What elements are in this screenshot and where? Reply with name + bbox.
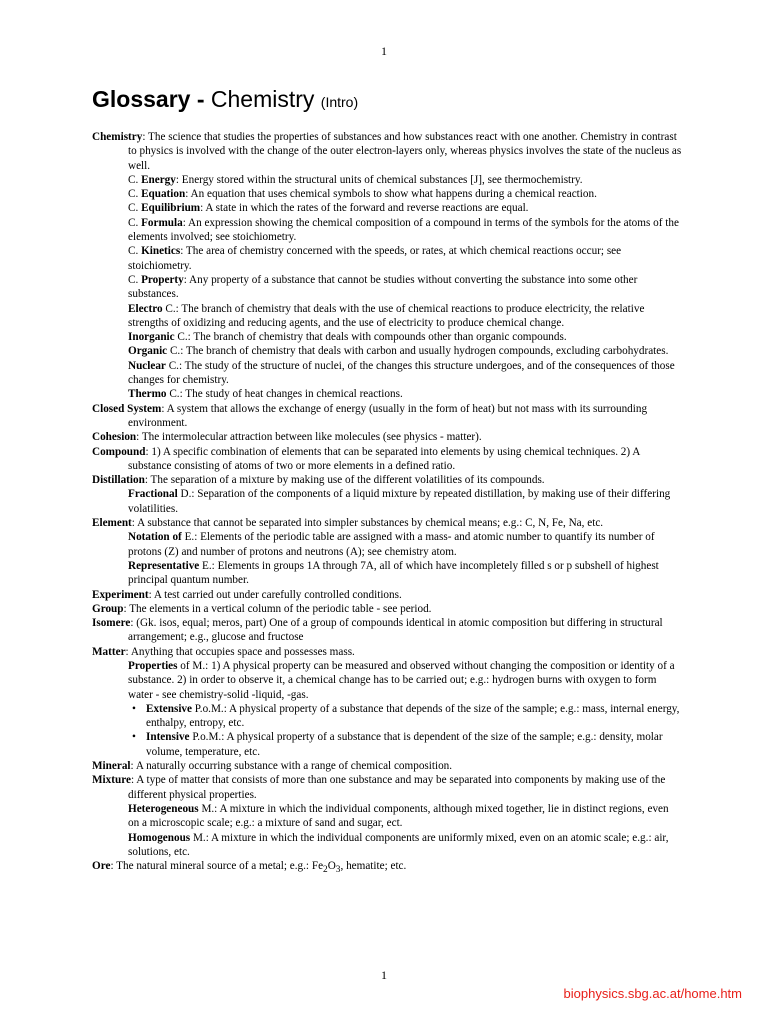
- glossary-entry: [92, 859, 682, 878]
- glossary-subentry: [92, 216, 682, 245]
- subentry-prefix: C.: [128, 188, 142, 201]
- glossary-subentry: [92, 659, 682, 702]
- glossary-term: Ore: [92, 860, 111, 873]
- title-prefix: Glossary -: [92, 86, 211, 112]
- chemical-formula: $Fe_2O_3$: [311, 860, 341, 876]
- subentry-definition: : The area of chemistry concerned with the speeds, or rates, at which chemical reactions occur; see stoichiometry.: [128, 245, 622, 272]
- glossary-entry: [92, 645, 682, 659]
- glossary-subentry: [92, 831, 682, 860]
- glossary-bullet-item: [92, 730, 682, 759]
- page-number-bottom: 1: [381, 968, 387, 982]
- glossary-term: Group: [92, 602, 124, 615]
- bullet-definition: P.o.M.: A physical property of a substance that depends of the size of the sample; e.g.: mass, internal energy, enthalpy, entropy, etc.: [146, 702, 680, 730]
- subentry-definition: C.: The study of heat changes in chemical reactions.: [166, 388, 403, 401]
- subentry-definition: : Any property of a substance that cannot be studies without converting the substance into some other substances.: [128, 273, 638, 301]
- title-qualifier: (Intro): [320, 94, 359, 110]
- glossary-term: Mineral: [92, 760, 131, 773]
- glossary-subentry: [92, 387, 682, 401]
- bullet-dot-icon: •: [132, 731, 136, 744]
- glossary-entry: [92, 516, 682, 530]
- glossary-definition: : A system that allows the exchange of energy (usually in the form of heat) but not mass with its surrounding environment.: [128, 402, 648, 429]
- glossary-definition: : The science that studies the properties of substances and how substances react with one another. Chemistry in contrast to physics is involved with the change of the outer electron-layers only, whereas physics involves the state of the nucleus as well.: [128, 131, 682, 172]
- subentry-term: Energy: [141, 173, 176, 186]
- glossary-subentry: [92, 802, 682, 831]
- glossary-term: Matter: [92, 645, 126, 658]
- glossary-subentry: [92, 173, 682, 187]
- subentry-prefix: C.: [128, 202, 142, 215]
- subentry-term: Thermo: [128, 388, 167, 401]
- footer-url[interactable]: biophysics.sbg.ac.at/home.htm: [563, 986, 742, 1001]
- glossary-term: Mixture: [92, 774, 131, 787]
- subentry-term: Properties: [128, 659, 178, 672]
- glossary-subentry: [92, 344, 682, 358]
- subentry-term: Inorganic: [128, 331, 175, 344]
- subentry-term: Equilibrium: [141, 202, 201, 215]
- bullet-definition: P.o.M.: A physical property of a substance that is dependent of the size of the sample; e.g.: density, molar volume, temperature, etc.: [146, 731, 663, 758]
- glossary-term: Experiment: [92, 588, 149, 601]
- glossary-definition: : The intermolecular attraction between like molecules (see physics - matter).: [136, 431, 482, 444]
- glossary-entry: [92, 430, 682, 444]
- subentry-definition: M.: A mixture in which the individual components are uniformly mixed, even on an atomic scale; e.g.: air, solutions, etc.: [128, 831, 669, 858]
- glossary-definition: : A naturally occurring substance with a range of chemical composition.: [130, 760, 453, 773]
- glossary-subentry: [92, 273, 682, 302]
- glossary-subentry: [92, 559, 682, 588]
- subentry-definition: M.: A mixture in which the individual components, although mixed together, lie in distinct regions, even on a microscopic scale; e.g.: a mixture of sand and sugar, ect.: [128, 802, 669, 830]
- glossary-entry: [92, 773, 682, 802]
- glossary-entry: [92, 759, 682, 773]
- glossary-definition: : 1) A specific combination of elements that can be separated into elements by using chemical techniques. 2) A substance consisting of atoms of two or more elements in a defined ratio.: [128, 445, 640, 472]
- title-main: Chemistry: [210, 86, 321, 112]
- subentry-prefix: C.: [128, 245, 142, 258]
- subentry-term: Equation: [141, 188, 186, 201]
- glossary-definition: : A test carried out under carefully controlled conditions.: [148, 588, 402, 601]
- glossary-definition: : The elements in a vertical column of the periodic table - see period.: [123, 602, 432, 615]
- glossary-bullet-item: [92, 702, 682, 731]
- subentry-definition: : A state in which the rates of the forward and reverse reactions are equal.: [200, 202, 529, 215]
- glossary-definition: : The natural mineral source of a metal; e.g.: $Fe_2O_3$, hematite; etc.: [110, 860, 407, 876]
- subentry-definition: of M.: 1) A physical property can be measured and observed without changing the composition or identity of a substance. 2) in order to observe it, a chemical change has to be carried out; e.g.: hydrogen burns with oxygen to form water - see chemistry-solid -liquid, -gas.: [128, 659, 675, 701]
- glossary-definition: : A type of matter that consists of more than one substance and may be separated into components by making use of the different physical properties.: [128, 774, 666, 801]
- subentry-definition: C.: The branch of chemistry that deals with compounds other than organic compounds.: [174, 331, 567, 344]
- subentry-definition: E.: Elements of the periodic table are assigned with a mass- and atomic number to quantify its number of protons (Z) and number of protons and neutrons (A); see chemistry atom.: [128, 531, 655, 558]
- subentry-term: Property: [141, 273, 184, 286]
- glossary-term: Element: [92, 517, 132, 530]
- glossary-term: Distillation: [92, 474, 145, 487]
- glossary-term: Compound: [92, 445, 146, 458]
- glossary-subentry: [92, 530, 682, 559]
- glossary-definition: : The separation of a mixture by making use of the different volatilities of its compounds.: [144, 474, 545, 487]
- subentry-prefix: C.: [128, 273, 142, 286]
- subentry-term: Nuclear: [128, 359, 166, 372]
- subentry-term: Organic: [128, 345, 168, 358]
- subentry-definition: : An equation that uses chemical symbols to show what happens during a chemical reaction.: [185, 188, 597, 201]
- bullet-dot-icon: •: [132, 702, 136, 715]
- glossary-entry: [92, 402, 682, 431]
- subentry-definition: C.: The branch of chemistry that deals with carbon and usually hydrogen compounds, excluding carbohydrates.: [167, 345, 669, 358]
- glossary-entry: [92, 616, 682, 645]
- subentry-definition: D.: Separation of the components of a liquid mixture by repeated distillation, by making use of their differing volatilities.: [128, 488, 671, 515]
- page-number-top: 1: [381, 44, 387, 58]
- subentry-prefix: C.: [128, 216, 142, 229]
- subentry-term: Fractional: [128, 488, 178, 501]
- subentry-definition: E.: Elements in groups 1A through 7A, all of which have incompletely filled s or p subshell of highest principal quantum number.: [128, 559, 659, 587]
- subentry-term: Electro: [128, 302, 163, 315]
- subentry-term: Homogenous: [128, 831, 191, 844]
- subentry-definition: : Energy stored within the structural units of chemical substances [J], see thermochemistry.: [175, 173, 583, 186]
- glossary-subentry: [92, 187, 682, 201]
- subentry-definition: : An expression showing the chemical composition of a compound in terms of the symbols for the atoms of the elements involved; see stoichiometry.: [128, 216, 679, 244]
- glossary-definition: : Anything that occupies space and possesses mass.: [125, 645, 355, 658]
- glossary-definition: : A substance that cannot be separated into simpler substances by chemical means; e.g.: C, N, Fe, Na, etc.: [131, 517, 604, 530]
- subentry-term: Notation of: [128, 531, 182, 544]
- glossary-subentry: [92, 359, 682, 388]
- glossary-term: Cohesion: [92, 431, 137, 444]
- subentry-term: Formula: [141, 216, 183, 229]
- glossary-definition: : (Gk. isos, equal; meros, part) One of a group of compounds identical in atomic composition but differing in structural arrangement; e.g., glucose and fructose: [128, 617, 663, 644]
- subentry-definition: C.: The branch of chemistry that deals with the use of chemical reactions to produce electricity, the relative strengths of oxidizing and reducing agents, and the use of electricity to produce chemical change.: [128, 302, 645, 329]
- bullet-term: Intensive: [146, 731, 190, 744]
- glossary-term: Chemistry: [92, 131, 143, 143]
- glossary-entry: [92, 473, 682, 487]
- glossary-term: Closed System: [92, 402, 162, 415]
- glossary-subentry: [92, 330, 682, 344]
- glossary-subentry: [92, 201, 682, 215]
- subentry-definition: C.: The study of the structure of nuclei, of the changes this structure undergoes, and of the consequences of those changes for chemistry.: [128, 359, 675, 387]
- subentry-term: Representative: [128, 559, 200, 572]
- bullet-term: Extensive: [146, 702, 192, 715]
- glossary-subentry: [92, 244, 682, 273]
- glossary-entry: [92, 130, 682, 173]
- page-title: [92, 86, 358, 113]
- glossary-subentry: [92, 487, 682, 516]
- glossary-list: [92, 130, 682, 878]
- glossary-entry: [92, 588, 682, 602]
- glossary-entry: [92, 445, 682, 474]
- glossary-subentry: [92, 302, 682, 331]
- subentry-term: Heterogeneous: [128, 802, 199, 815]
- glossary-term: Isomere: [92, 617, 131, 630]
- subentry-prefix: C.: [128, 173, 142, 186]
- glossary-entry: [92, 602, 682, 616]
- subentry-term: Kinetics: [141, 245, 181, 258]
